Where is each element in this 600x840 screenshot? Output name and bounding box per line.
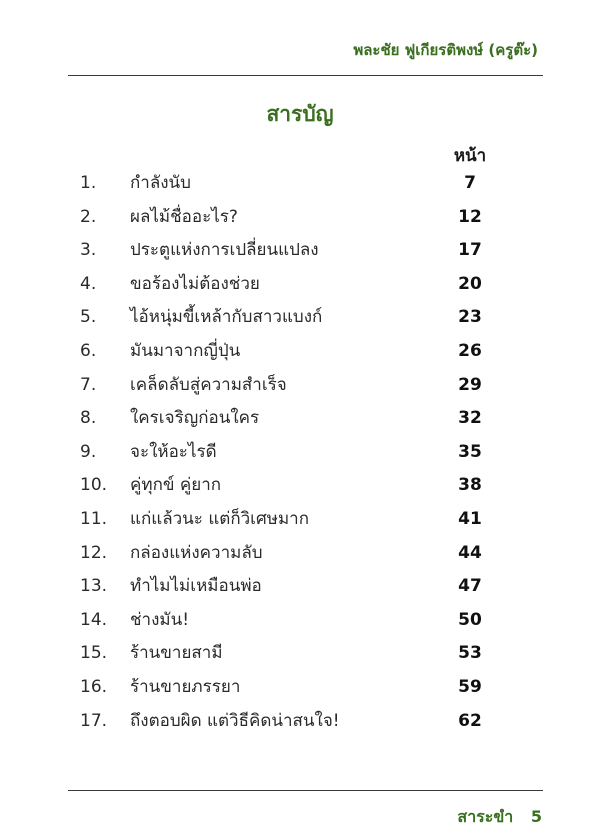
toc-entry	[0, 369, 600, 403]
toc-entry-number: 3.	[80, 240, 97, 261]
toc-entry-page: 17	[458, 240, 482, 261]
toc-entry-title: ร้านขายภรรยา	[130, 676, 241, 697]
toc-entry-title: ถึงตอบผิด แต่วิธีคิดน่าสนใจ!	[130, 710, 340, 731]
toc-entry-number: 16.	[80, 676, 108, 697]
toc-entry-number: 8.	[80, 408, 97, 429]
toc-entry-page: 32	[458, 408, 482, 429]
page-column-header: หน้า	[453, 146, 487, 166]
footer-book-title: สาระขำ	[457, 807, 514, 826]
toc-entry-number: 11.	[80, 508, 108, 529]
toc-entry	[0, 402, 600, 436]
toc-entry-page: 26	[458, 340, 482, 361]
toc-entry-page: 62	[458, 710, 482, 731]
toc-title: สารบัญ	[266, 102, 334, 126]
toc-entry-title: จะให้อะไรดี	[130, 441, 217, 462]
toc-entry-number: 13.	[80, 576, 108, 597]
toc-entry-page: 41	[458, 508, 482, 529]
toc-entry-number: 10.	[80, 475, 108, 496]
toc-entry	[0, 469, 600, 503]
footer-divider	[68, 790, 543, 791]
toc-entry-number: 7.	[80, 374, 97, 395]
toc-entry-title: กำลังนับ	[130, 173, 191, 193]
toc-entry-title: ใครเจริญก่อนใคร	[130, 408, 260, 429]
toc-entry-title: คู่ทุกข์ คู่ยาก	[130, 475, 222, 496]
toc-entry-page: 59	[458, 676, 482, 697]
toc-entry	[0, 705, 600, 739]
toc-entry-page: 29	[458, 374, 482, 395]
toc-entry-page: 35	[458, 441, 482, 462]
toc-entry-number: 15.	[80, 643, 108, 664]
running-footer	[457, 805, 542, 830]
toc-entry-number: 12.	[80, 542, 108, 563]
toc-entry	[0, 537, 600, 571]
toc-entry-page: 23	[458, 307, 482, 328]
toc-entry-page: 38	[458, 475, 482, 496]
toc-entry	[0, 335, 600, 369]
toc-entry-number: 2.	[80, 206, 97, 227]
header-divider	[68, 75, 543, 76]
toc-entry-title: ช่างมัน!	[130, 609, 190, 630]
toc-entry-title: กล่องแห่งความลับ	[130, 542, 263, 563]
toc-entry-number: 5.	[80, 307, 97, 328]
toc-entry-number: 1.	[80, 173, 97, 193]
toc-entry	[0, 604, 600, 638]
toc-entry	[0, 301, 600, 335]
toc-entry-number: 14.	[80, 609, 108, 630]
toc-entry-page: 44	[458, 542, 482, 563]
toc-entry-page: 12	[458, 206, 482, 227]
toc-entry	[0, 570, 600, 604]
footer-page-number: 5	[530, 807, 542, 826]
toc-entry-title: มันมาจากญี่ปุ่น	[130, 340, 241, 361]
toc-entry	[0, 637, 600, 671]
toc-entry-page: 50	[458, 609, 482, 630]
toc-entry-page: 53	[458, 643, 482, 664]
toc-entry-title: แก่แล้วนะ แต่ก็วิเศษมาก	[130, 508, 310, 529]
toc-entry	[0, 234, 600, 268]
toc-entry	[0, 201, 600, 235]
running-header-author: พละชัย ฟูเกียรติพงษ์ (ครูต๊ะ)	[353, 41, 538, 59]
toc-entry-page: 20	[458, 273, 482, 294]
toc-entry-page: 47	[458, 576, 482, 597]
toc-list	[0, 167, 600, 738]
toc-entry-number: 6.	[80, 340, 97, 361]
toc-entry-title: ร้านขายสามี	[130, 643, 223, 664]
toc-entry-title: เคล็ดลับสู่ความสำเร็จ	[130, 374, 287, 395]
toc-entry-number: 9.	[80, 441, 97, 462]
toc-entry-page: 7	[464, 173, 476, 193]
toc-entry-number: 17.	[80, 710, 108, 731]
toc-entry-number: 4.	[80, 273, 97, 294]
toc-entry	[0, 503, 600, 537]
toc-entry	[0, 268, 600, 302]
toc-entry-title: ทำไมไม่เหมือนพ่อ	[130, 576, 262, 597]
toc-entry	[0, 167, 600, 201]
toc-entry-title: ไอ้หนุ่มขี้เหล้ากับสาวแบงก์	[130, 307, 323, 328]
toc-entry	[0, 436, 600, 470]
toc-entry-title: ผลไม้ชื่ออะไร?	[130, 206, 238, 227]
toc-entry-title: ขอร้องไม่ต้องช่วย	[130, 273, 260, 294]
toc-entry-title: ประตูแห่งการเปลี่ยนแปลง	[130, 240, 319, 261]
toc-entry	[0, 671, 600, 705]
